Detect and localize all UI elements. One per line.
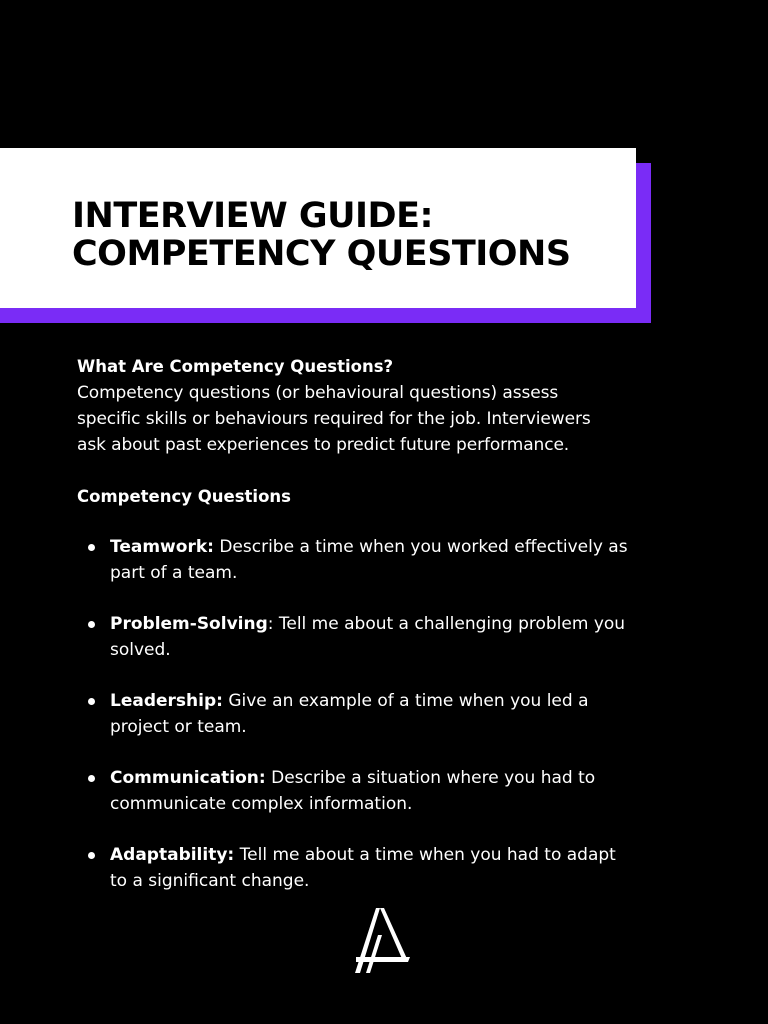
question-line-2: solved.	[110, 640, 171, 660]
intro-heading: What Are Competency Questions?	[77, 357, 394, 376]
intro-line: ask about past experiences to predict future performance.	[77, 435, 570, 455]
question-line-2: part of a team.	[110, 563, 238, 583]
question-text: Describe a time when you worked effectively as	[213, 537, 628, 557]
question-text: : Tell me about a challenging problem you	[267, 614, 626, 634]
page-title-line-1: INTERVIEW GUIDE:	[72, 196, 433, 236]
stylized-a-logo-icon	[350, 905, 412, 975]
page-title	[72, 197, 571, 273]
bullet-icon	[88, 775, 95, 782]
bullet-icon	[88, 852, 95, 859]
questions-list	[77, 534, 697, 894]
question-line-1	[110, 765, 697, 791]
list-item	[77, 765, 697, 817]
bullet-icon	[88, 698, 95, 705]
question-text: Describe a situation where you had to	[265, 768, 596, 788]
list-item	[77, 688, 697, 740]
questions-heading: Competency Questions	[77, 487, 291, 506]
list-item	[77, 534, 697, 586]
question-term: Teamwork:	[110, 537, 214, 557]
question-term: Communication:	[110, 768, 266, 788]
question-term: Adaptability:	[110, 845, 235, 865]
main-content	[77, 354, 697, 919]
question-line-2: project or team.	[110, 717, 247, 737]
question-line-1	[110, 688, 697, 714]
intro-line: specific skills or behaviours required for the job. Interviewers	[77, 409, 591, 429]
question-line-1	[110, 611, 697, 637]
bullet-icon	[88, 621, 95, 628]
question-line-2: communicate complex information.	[110, 794, 413, 814]
question-line-1	[110, 534, 697, 560]
question-text: Tell me about a time when you had to adapt	[234, 845, 616, 865]
intro-section	[77, 354, 697, 458]
question-line-1	[110, 842, 697, 868]
bullet-icon	[88, 544, 95, 551]
list-item	[77, 842, 697, 894]
intro-line: Competency questions (or behavioural questions) assess	[77, 383, 559, 403]
question-term: Problem-Solving	[110, 614, 268, 634]
question-line-2: to a significant change.	[110, 871, 310, 891]
question-term: Leadership:	[110, 691, 223, 711]
page-title-line-2: COMPETENCY QUESTIONS	[72, 234, 571, 274]
list-item	[77, 611, 697, 663]
intro-paragraph	[77, 380, 697, 458]
question-text: Give an example of a time when you led a	[222, 691, 589, 711]
